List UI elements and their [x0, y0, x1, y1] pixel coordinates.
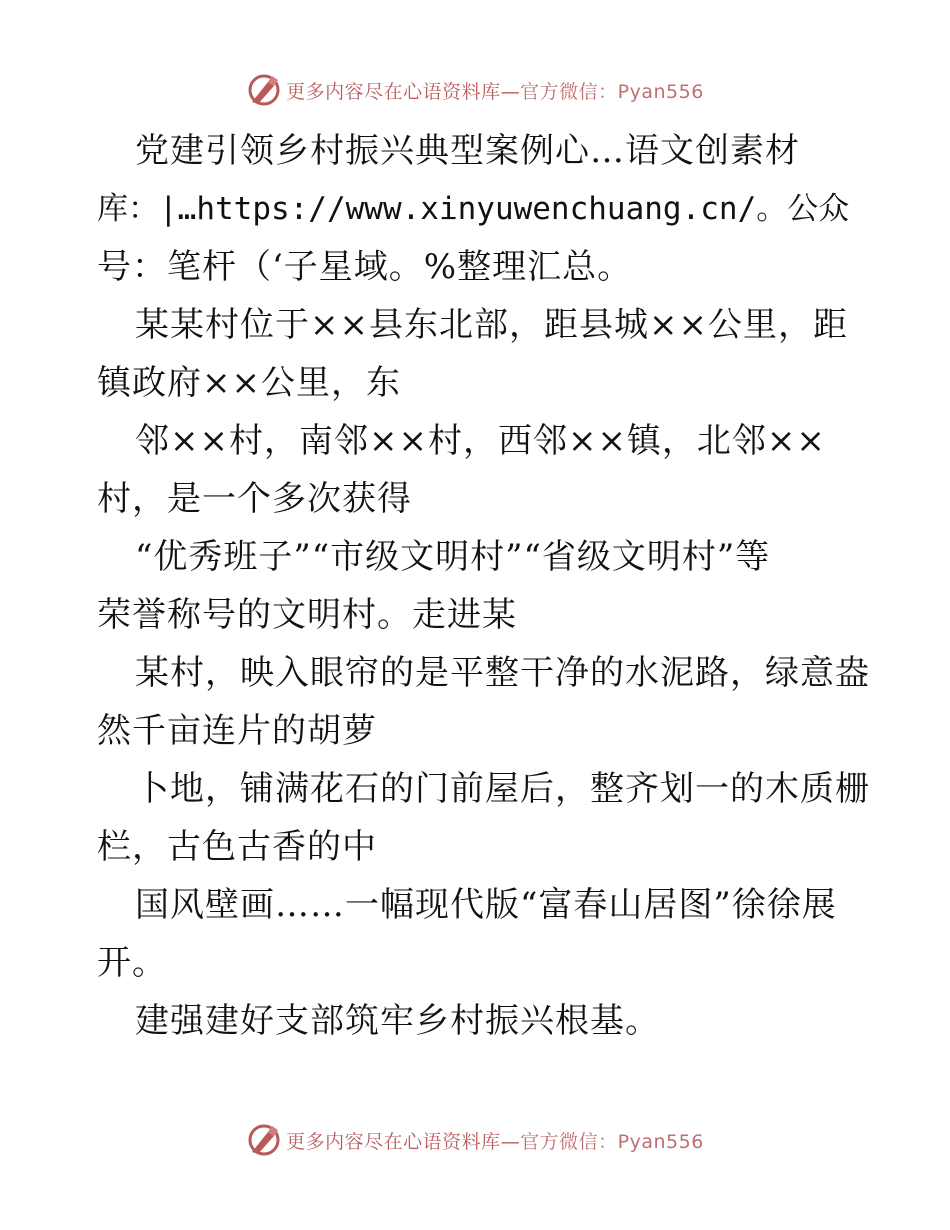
body-line-5: 镇政府××公里，东 [97, 363, 401, 403]
body-line-14: 国风壁画……一幅现代版“富春山居图”徐徐展 [135, 885, 837, 925]
body-line-12: 卜地，铺满花石的门前屋后，整齐划一的木质栅 [135, 769, 870, 809]
body-line-3: 号：笔杆（‘子星域。%整理汇总。 [97, 247, 633, 287]
body-line-2: 库：|…https://www.xinyuwenchuang.cn/。公众 [97, 191, 850, 227]
body-line-9: 荣誉称号的文明村。走进某 [97, 595, 517, 635]
header-text [286, 77, 704, 104]
body-line-13: 栏，古色古香的中 [97, 827, 377, 867]
header-banner [0, 70, 950, 110]
header-site-text: 更多内容尽在心语资料库— [286, 80, 521, 103]
body-line-8: “优秀班子”“市级文明村”“省级文明村”等 [135, 537, 771, 577]
footer-site-text: 更多内容尽在心语资料库— [286, 1130, 521, 1153]
header-contact-text: 官方微信：Pyan556 [520, 80, 704, 103]
footer-text [286, 1127, 704, 1154]
body-line-4: 某某村位于××县东北部，距县城××公里，距 [135, 305, 848, 345]
body-line-15: 开。 [97, 943, 167, 983]
body-line-11: 然千亩连片的胡萝 [97, 711, 377, 751]
footer-contact-text: 官方微信：Pyan556 [520, 1130, 704, 1153]
body-line-16: 建强建好支部筑牢乡村振兴根基。 [135, 1001, 660, 1041]
footer-banner [0, 1120, 950, 1160]
body-line-6: 邻××村，南邻××村，西邻××镇，北邻×× [135, 421, 826, 461]
body-line-10: 某村，映入眼帘的是平整干净的水泥路，绿意盎 [135, 653, 870, 693]
document-body [97, 122, 870, 1050]
body-line-7: 村，是一个多次获得 [97, 479, 412, 519]
pen-logo-icon [246, 1122, 282, 1158]
pen-logo-icon [246, 72, 282, 108]
body-line-1: 党建引领乡村振兴典型案例心…语文创素材 [135, 131, 800, 171]
